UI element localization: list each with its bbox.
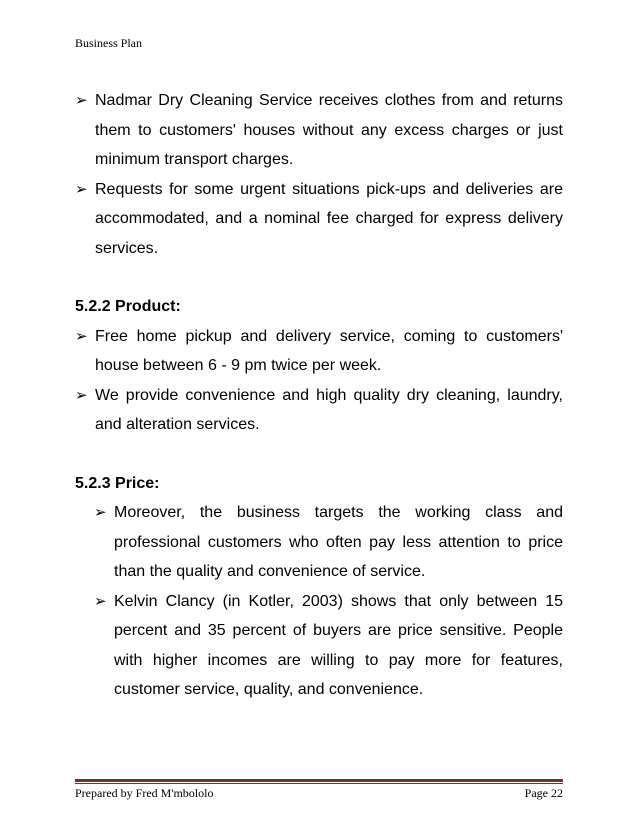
arrow-bullet-icon: ➢ — [75, 91, 88, 109]
running-header: Business Plan — [75, 36, 143, 50]
arrow-bullet-icon: ➢ — [75, 385, 88, 404]
page-footer — [75, 786, 563, 801]
list-item-text: We provide convenience and high quality dry cleaning, laundry, and alteration services. — [95, 386, 563, 433]
list-item-text: Moreover, the business targets the working class and professional customers who often pay less attention to price than the quality and convenience of service. — [114, 504, 563, 580]
list-item-text: Requests for some urgent situations pick-ups and deliveries are accommodated, and a nominal fee charged for express delivery services. — [95, 180, 563, 257]
list-item-text: Kelvin Clancy (in Kotler, 2003) shows that only between 15 percent and 35 percent of buyers are price sensitive. People with higher incomes are willing to pay more for features, customer service, quality, and convenience. — [114, 592, 563, 698]
list-item-text: Free home pickup and delivery service, coming to customers' house between 6 - 9 pm twice per week. — [95, 327, 563, 374]
spacer — [75, 440, 563, 469]
arrow-bullet-icon: ➢ — [94, 503, 107, 521]
page-body — [75, 86, 563, 705]
section-heading-price: 5.2.3 Price: — [75, 474, 160, 492]
list-item-text: Nadmar Dry Cleaning Service receives clothes from and returns them to customers' houses without any excess charges or just minimum transport charges. — [95, 92, 563, 168]
arrow-bullet-icon: ➢ — [94, 591, 107, 610]
list-item — [94, 498, 563, 587]
footer-author: Prepared by Fred M'mbololo — [75, 786, 214, 800]
footer-divider — [75, 779, 563, 784]
list-item — [75, 381, 563, 440]
arrow-bullet-icon: ➢ — [75, 326, 88, 345]
list-item — [75, 322, 563, 381]
section-heading-product: 5.2.2 Product: — [75, 298, 181, 315]
spacer — [75, 263, 563, 292]
list-item — [94, 587, 563, 705]
arrow-bullet-icon: ➢ — [75, 179, 88, 198]
list-item — [75, 175, 563, 264]
list-item — [75, 86, 563, 175]
page-number: Page 22 — [524, 786, 563, 800]
